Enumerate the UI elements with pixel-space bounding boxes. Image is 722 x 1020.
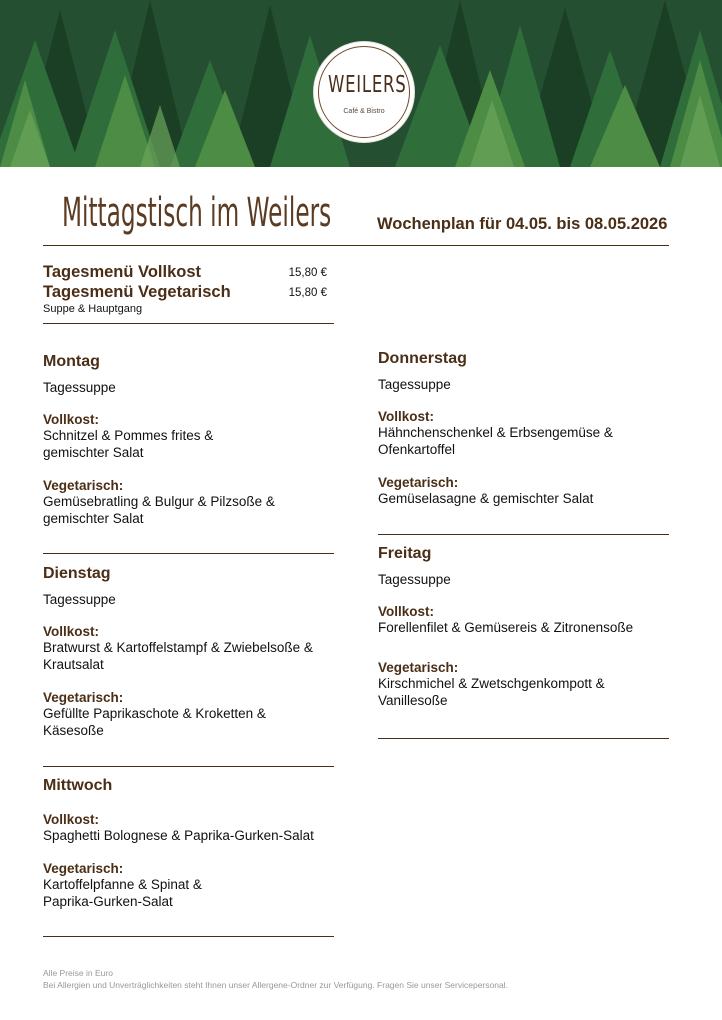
day-dienstag (43, 565, 343, 739)
vegetarisch-label: Vegetarisch: (378, 660, 459, 675)
cafe-logo (314, 42, 414, 142)
soup-item: Tagessuppe (378, 377, 451, 392)
day-name: Donnerstag (378, 350, 467, 367)
day-mittwoch (43, 777, 343, 910)
footer-allergy-note: Bei Allergien und Unverträglichkeiten steht Ihnen unser Allergene-Ordner zur Verfügung. Fragen Sie unser Servicepersonal. (43, 980, 508, 990)
day-divider (378, 534, 669, 535)
vollkost-label: Vollkost: (378, 409, 435, 424)
price-value: 15,80 € (288, 287, 327, 299)
price-list (43, 263, 333, 315)
menu-column-right (378, 350, 678, 507)
day-divider (43, 936, 334, 937)
vegetarisch-dish: Gefüllte Paprikaschote & Kroketten & (43, 706, 266, 721)
vollkost-dish: Spaghetti Bolognese & Paprika-Gurken-Salat (43, 828, 314, 843)
day-name: Mittwoch (43, 777, 113, 794)
vollkost-dish: Ofenkartoffel (378, 442, 456, 457)
price-row-vollkost (43, 263, 333, 283)
price-row-vegetarisch (43, 283, 333, 303)
vollkost-dish: Bratwurst & Kartoffelstampf & Zwiebelsoße & (43, 640, 313, 655)
vegetarisch-dish: gemischter Salat (43, 511, 144, 526)
soup-item: Tagessuppe (43, 380, 116, 395)
day-name: Montag (43, 353, 100, 370)
vegetarisch-label: Vegetarisch: (378, 475, 459, 490)
logo-name: WEILERS (328, 72, 407, 98)
page-title: Mittagstisch im Weilers (62, 190, 332, 236)
day-divider (43, 553, 334, 554)
vegetarisch-label: Vegetarisch: (43, 690, 124, 705)
soup-item: Tagessuppe (43, 592, 116, 607)
footer-note (43, 967, 508, 991)
vollkost-label: Vollkost: (43, 624, 100, 639)
vollkost-label: Vollkost: (43, 412, 100, 427)
vegetarisch-dish: Käsesoße (43, 723, 104, 738)
vegetarisch-label: Vegetarisch: (43, 861, 124, 876)
vollkost-dish: Schnitzel & Pommes frites & (43, 428, 214, 443)
vollkost-dish: Hähnchenschenkel & Erbsengemüse & (378, 425, 613, 440)
day-montag (43, 353, 343, 527)
vollkost-dish: gemischter Salat (43, 445, 144, 460)
day-divider (43, 766, 334, 767)
price-note: Suppe & Hauptgang (43, 303, 143, 315)
price-name: Tagesmenü Vollkost (43, 263, 202, 281)
header-divider (43, 245, 669, 246)
vegetarisch-dish: Gemüsebratling & Bulgur & Pilzsoße & (43, 494, 275, 509)
footer-price-note: Alle Preise in Euro (43, 968, 113, 978)
day-donnerstag (378, 350, 678, 507)
vegetarisch-dish: Kirschmichel & Zwetschgenkompott & (378, 676, 605, 691)
menu-column-left (43, 353, 343, 527)
menu-column-left-3 (43, 777, 343, 910)
day-freitag (378, 545, 678, 709)
day-name: Freitag (378, 545, 432, 562)
vollkost-dish: Forellenfilet & Gemüsereis & Zitronensoße (378, 620, 634, 635)
vollkost-dish: Krautsalat (43, 657, 104, 672)
vegetarisch-dish: Paprika-Gurken-Salat (43, 894, 173, 909)
vollkost-label: Vollkost: (43, 812, 100, 827)
logo-subtitle: Café & Bistro (343, 108, 385, 115)
menu-column-left-2 (43, 565, 343, 739)
price-divider (43, 323, 334, 324)
price-name: Tagesmenü Vegetarisch (43, 283, 231, 301)
soup-item: Tagessuppe (378, 572, 451, 587)
vegetarisch-dish: Gemüselasagne & gemischter Salat (378, 491, 594, 506)
vegetarisch-dish: Kartoffelpfanne & Spinat & (43, 877, 202, 892)
vegetarisch-label: Vegetarisch: (43, 478, 124, 493)
week-plan-heading: Wochenplan für 04.05. bis 08.05.2026 (377, 215, 668, 233)
menu-column-right-2 (378, 545, 678, 709)
vegetarisch-dish: Vanillesoße (378, 693, 448, 708)
day-divider (378, 738, 669, 739)
forest-header-image (0, 0, 722, 167)
day-name: Dienstag (43, 565, 111, 582)
vollkost-label: Vollkost: (378, 604, 435, 619)
price-value: 15,80 € (288, 267, 327, 279)
